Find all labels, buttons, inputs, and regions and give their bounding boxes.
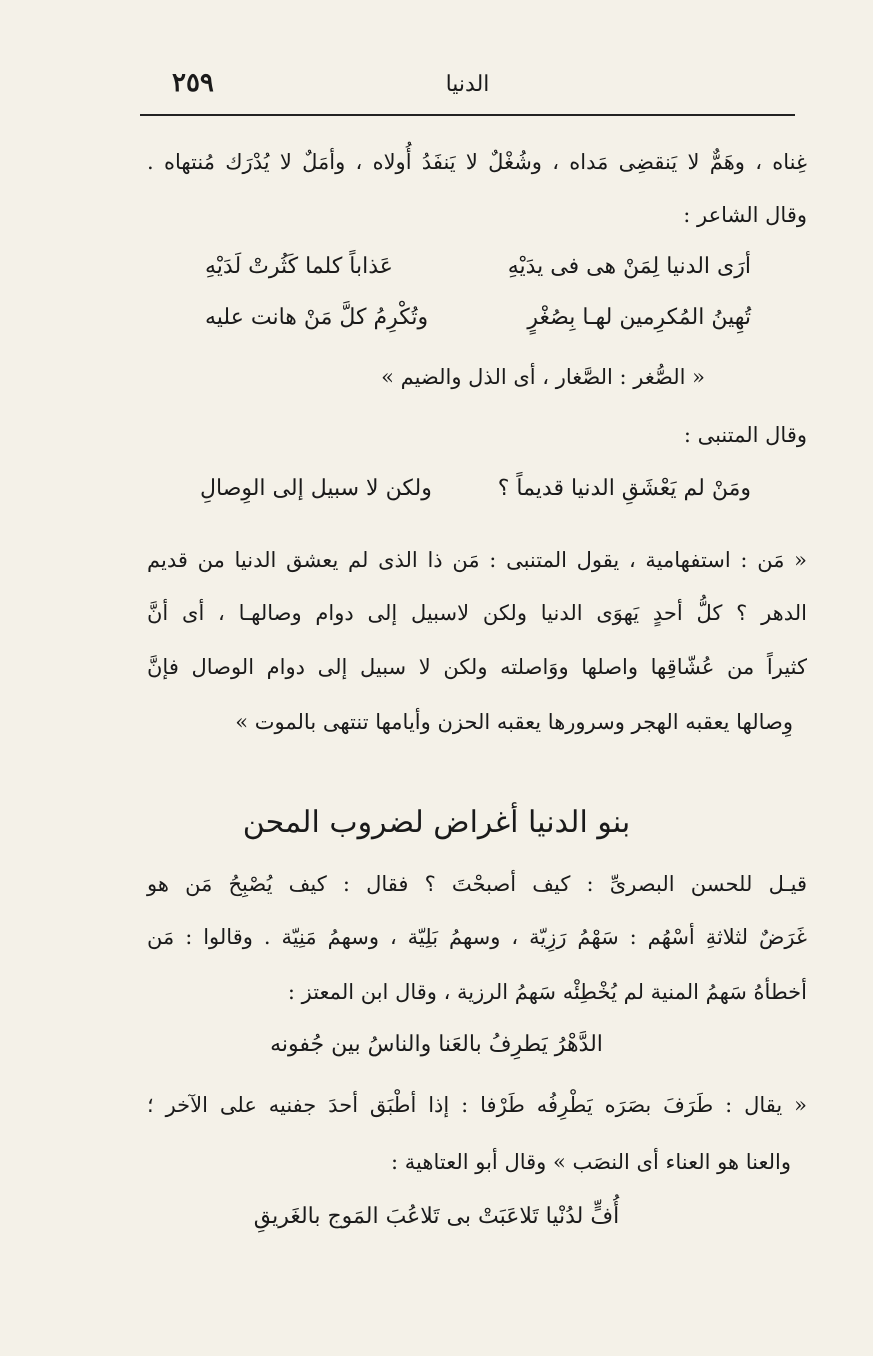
text-line: « مَن : استفهامية ، يقول المتنبى : مَن ذا الذى لم يعشق الدنيا من قديم xyxy=(147,548,808,572)
text-line: « يقال : طَرَفَ بصَرَه يَطْرِفُه طَرْفا : إذا أطْبَق أحدَ جفنيه على الآخر ؛ xyxy=(147,1093,807,1117)
verse-hemistich: ومَنْ لم يَعْشَقِ الدنيا قديماً ؟ xyxy=(497,476,751,501)
running-title: الدنيا xyxy=(445,72,490,97)
text-line: غِناه ، وهَمٌّ لا يَنقضِى مَداه ، وشُغْلٌ لا يَنفَدُ أُولاه ، وأمَلٌ لا يُدْرَك مُنتهاه . xyxy=(147,150,807,174)
text-line: غَرَضٌ لثلاثةِ أسْهُم : سَهْمُ رَزِيّة ، وسهمُ بَلِيّة ، وسهمُ مَنِيّة . وقالوا : مَن xyxy=(147,925,807,949)
text-line: « الصُّغر : الصَّغار ، أى الذل والضيم » xyxy=(381,365,705,389)
text-line: أخطأهُ سَهمُ المنية لم يُخْطِئْه سَهمُ الرزية ، وقال ابن المعتز : xyxy=(287,980,807,1004)
header-rule xyxy=(140,114,795,116)
verse-hemistich: أرَى الدنيا لِمَنْ هى فى يدَيْهِ xyxy=(507,254,751,279)
verse-line: الدَّهْرُ يَطرِفُ بالعَنا والناسُ بين جُفونه xyxy=(270,1032,603,1057)
page-number: ٢٥٩ xyxy=(172,68,214,98)
verse-hemistich: وتُكْرِمُ كلَّ مَنْ هانت عليه xyxy=(205,305,429,330)
verse-hemistich: ولكن لا سبيل إلى الوِصالِ xyxy=(200,476,432,501)
page-header xyxy=(140,68,795,112)
text-line: كثيراً من عُشّاقِها واصلها ووَاصلته ولكن لا سبيل إلى دوام الوصال فإنَّ xyxy=(147,655,807,679)
verse-hemistich: تُهِينُ المُكرِمين لهـا بِصُغْرٍ xyxy=(527,305,751,330)
text-line: وقال المتنبى : xyxy=(683,423,807,447)
text-line: وقال الشاعر : xyxy=(683,203,807,227)
section-heading: بنو الدنيا أغراض لضروب المحن xyxy=(242,805,631,840)
text-line: قيـل للحسن البصرىِّ : كيف أصبحْتَ ؟ فقال : كيف يُصْبِحُ مَن هو xyxy=(147,872,807,896)
verse-line: أُفٍّ لدُنْيا تَلاعَبَتْ بى تَلاعُبَ المَوج بالغَريقِ xyxy=(253,1204,620,1229)
text-line: وِصالها يعقبه الهجر وسرورها يعقبه الحزن وأيامها تنتهى بالموت » xyxy=(235,710,793,734)
verse-hemistich: عَذاباً كلما كَثُرتْ لَدَيْهِ xyxy=(205,254,393,279)
text-line: والعنا هو العناء أى النصَب » وقال أبو العتاهية : xyxy=(391,1150,791,1174)
text-line: الدهر ؟ كلُّ أحدٍ يَهوَى الدنيا ولكن لاسبيل إلى دوام وصالهـا ، أى أنَّ xyxy=(147,601,807,625)
